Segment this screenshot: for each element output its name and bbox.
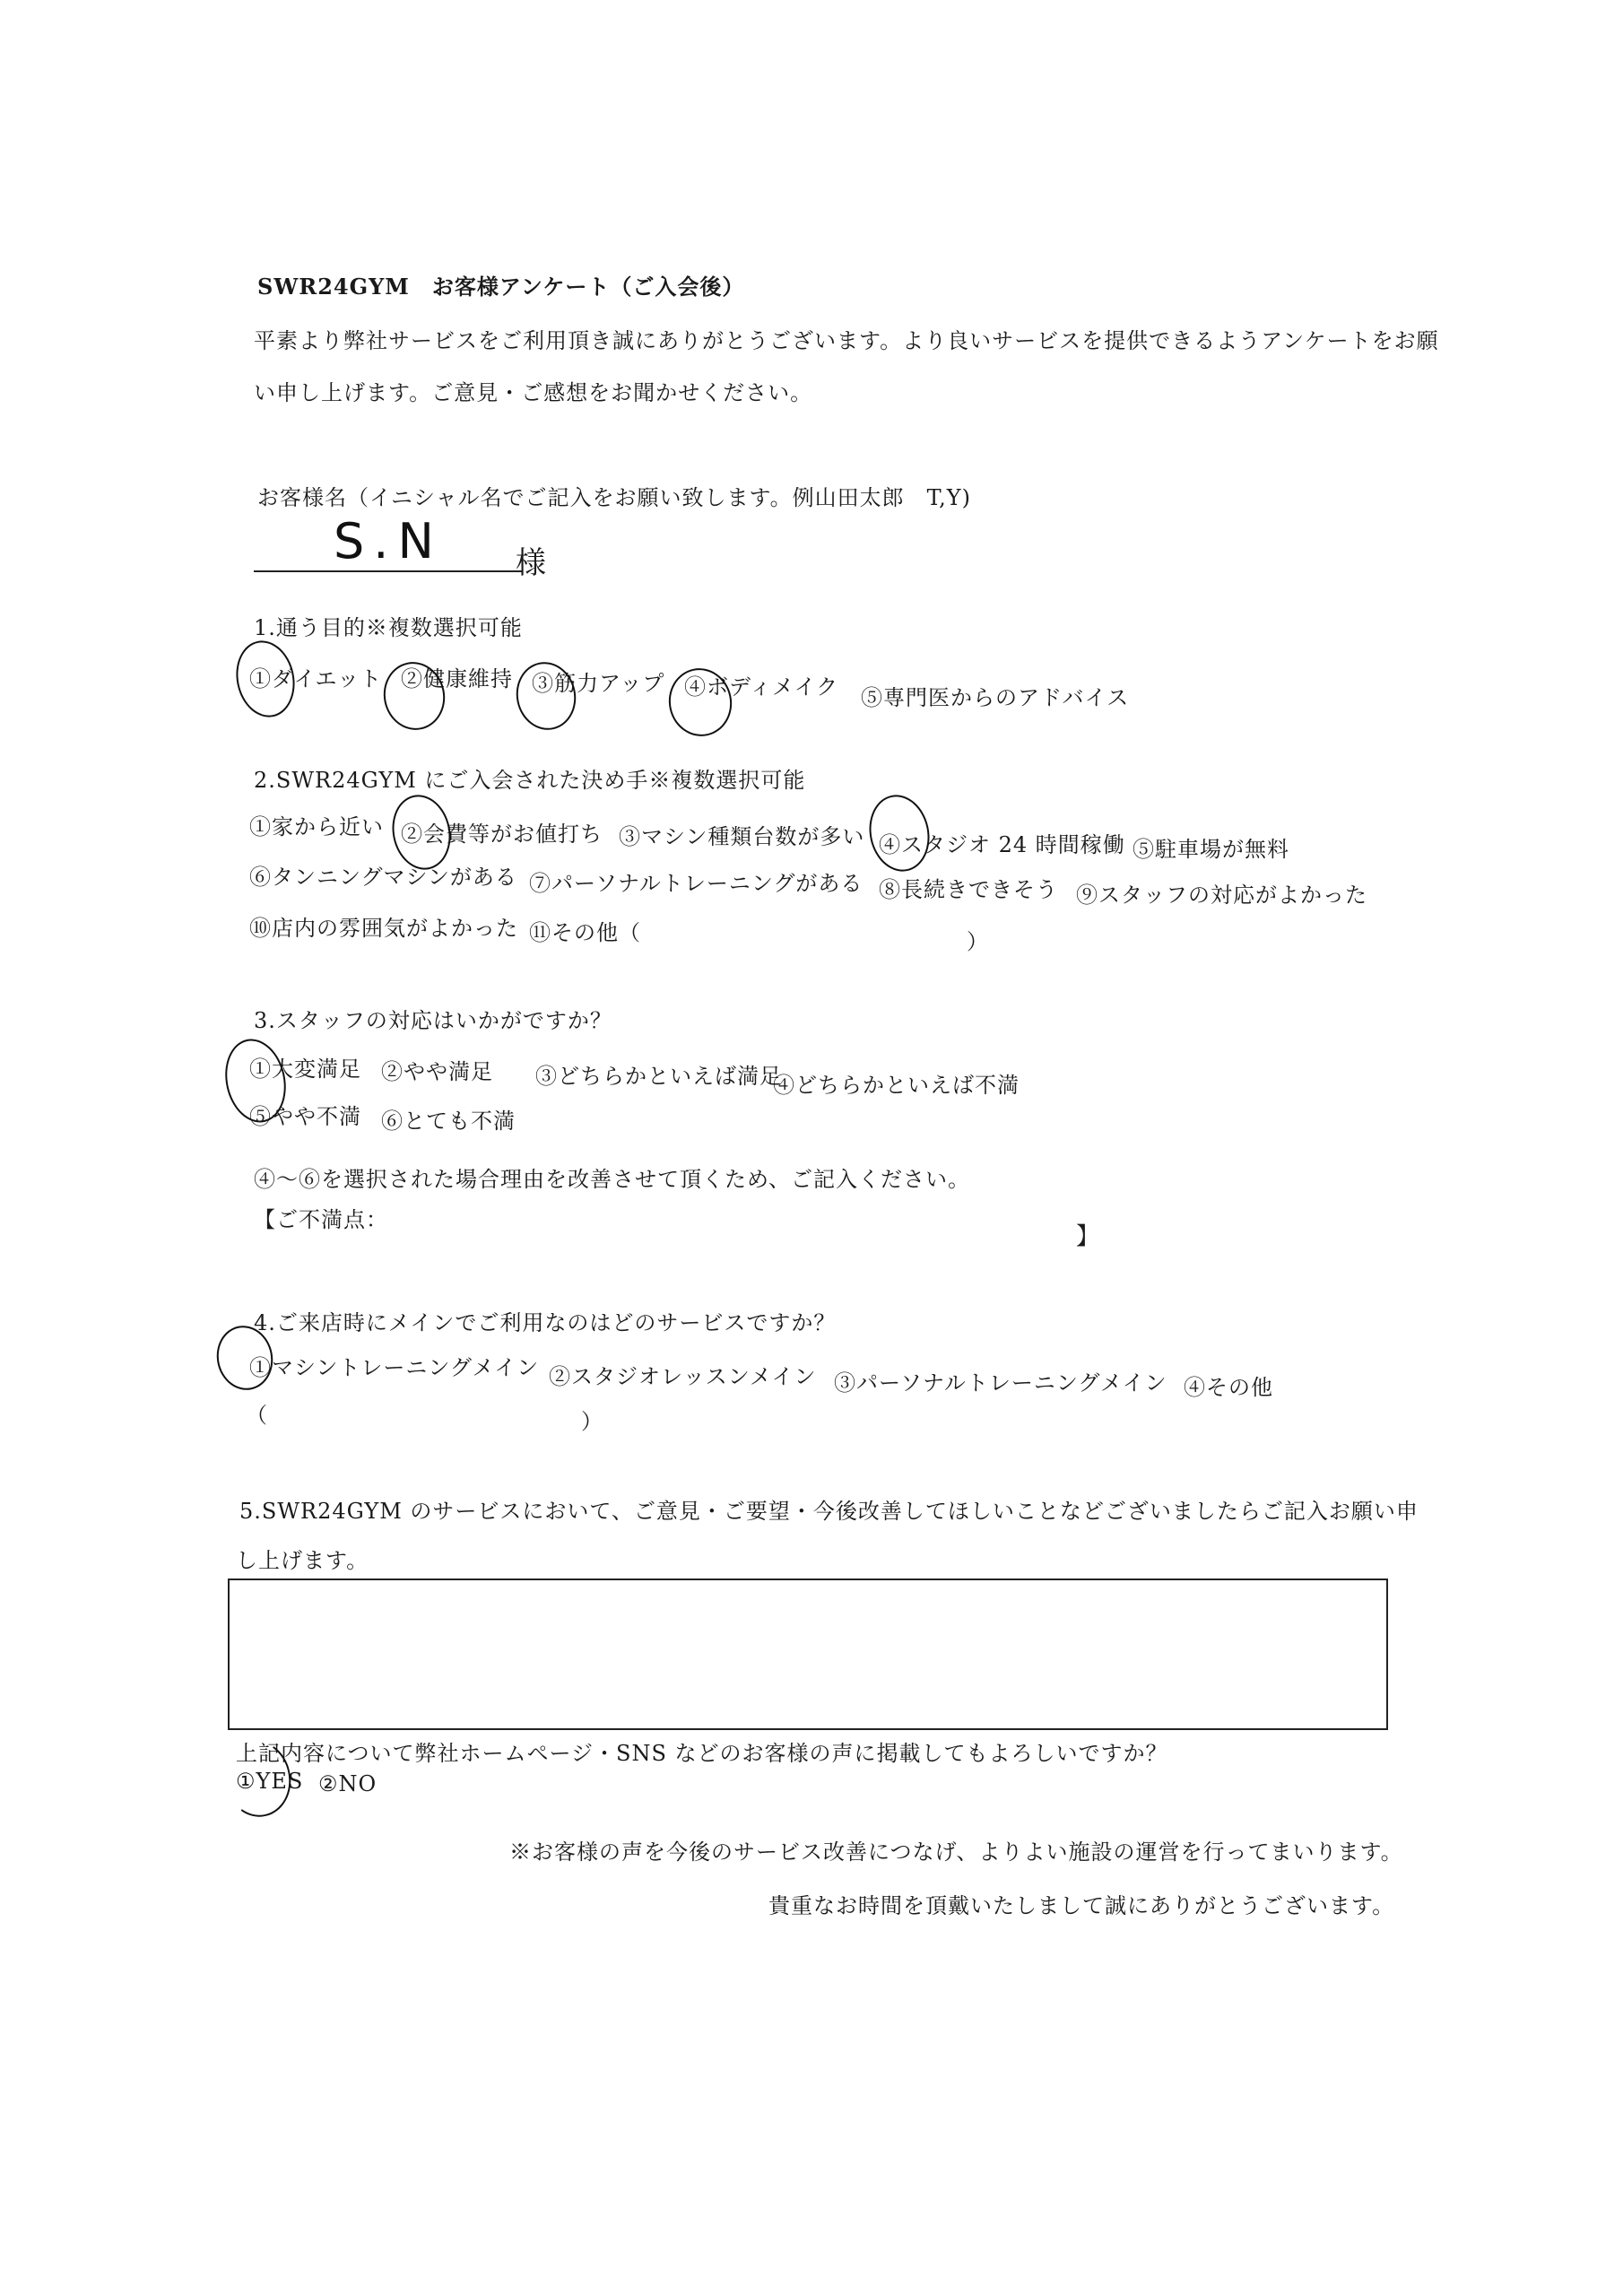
q2-option-8[interactable]: ⑧長続きできそう [879, 877, 1058, 902]
q3-complaint-close: 】 [1076, 1223, 1101, 1250]
q4-other-open: （ [246, 1403, 268, 1428]
q1-mark-1 [230, 635, 301, 722]
q2-question: 2.SWR24GYM にご入会された決め手※複数選択可能 [254, 768, 806, 793]
q4-option-2[interactable]: ②スタジオレッスンメイン [549, 1364, 817, 1389]
q3-complaint-label: 【ご不満点： [254, 1207, 388, 1232]
q4-question: 4.ご来店時にメインでご利用なのはどのサービスですか？ [254, 1310, 837, 1335]
q4-other-close: ） [581, 1409, 603, 1434]
q5-answer-box[interactable] [228, 1578, 1388, 1730]
q2-option-5[interactable]: ⑤駐車場が無料 [1133, 837, 1289, 862]
q4-option-4[interactable]: ④その他 [1184, 1375, 1273, 1400]
q1-option-1[interactable]: ①ダイエット [249, 666, 383, 691]
customer-name-handwritten[interactable]: S.N [334, 513, 443, 570]
q3-option-2[interactable]: ②やや満足 [381, 1059, 493, 1084]
intro-line-2: い申し上げます。ご意見・ご感想をお聞かせください。 [254, 380, 813, 405]
survey-title: SWR24GYM お客様アンケート（ご入会後） [257, 274, 745, 300]
q1-question: 1.通う目的※複数選択可能 [254, 615, 523, 640]
q2-mark-4 [863, 789, 936, 877]
consent-yes[interactable]: ①YES [236, 1769, 304, 1794]
q4-option-3[interactable]: ③パーソナルトレーニングメイン [834, 1370, 1167, 1396]
q3-option-4[interactable]: ④どちらかといえば不満 [773, 1073, 1020, 1098]
footer-line-2: 貴重なお時間を頂戴いたしまして誠にありがとうございます。 [768, 1893, 1395, 1918]
q5-question-line-2: し上げます。 [236, 1548, 369, 1573]
customer-name-label: お客様名（イニシャル名でご記入をお願い致します。例山田太郎 T,Y) [257, 485, 971, 510]
q2-option-11[interactable]: ⑪その他（ [529, 920, 641, 945]
q3-question: 3.スタッフの対応はいかがですか？ [254, 1008, 612, 1033]
q1-option-3[interactable]: ③筋力アップ [532, 671, 665, 696]
q3-note: ④～⑥を選択された場合理由を改善させて頂くため、ご記入ください。 [254, 1167, 971, 1192]
q2-option-9[interactable]: ⑨スタッフの対応がよかった [1076, 883, 1367, 908]
q2-option-3[interactable]: ③マシン種類台数が多い [619, 824, 865, 849]
consent-question: 上記内容について弊社ホームページ・SNS などのお客様の声に掲載してもよろしいですか？ [236, 1741, 1168, 1766]
q2-option-2[interactable]: ②会費等がお値打ち [401, 822, 603, 847]
q2-option-1[interactable]: ①家から近い [249, 814, 384, 839]
q2-option-7[interactable]: ⑦パーソナルトレーニングがある [529, 871, 864, 896]
name-suffix: 様 [516, 545, 547, 581]
q1-option-4[interactable]: ④ボディメイク [684, 674, 839, 700]
q2-option-10[interactable]: ⑩店内の雰囲気がよかった [249, 916, 518, 941]
q3-option-1[interactable]: ①大変満足 [249, 1057, 361, 1082]
q1-option-5[interactable]: ⑤専門医からのアドバイス [861, 685, 1130, 710]
q2-option-6[interactable]: ⑥タンニングマシンがある [249, 865, 517, 890]
q3-option-3[interactable]: ③どちらかといえば満足 [535, 1064, 782, 1089]
consent-no[interactable]: ②NO [318, 1771, 378, 1796]
name-underline [254, 570, 523, 572]
q2-option-4[interactable]: ④スタジオ 24 時間稼働 [879, 832, 1125, 857]
q4-option-1[interactable]: ①マシントレーニングメイン [249, 1355, 540, 1380]
q5-question-line-1: 5.SWR24GYM のサービスにおいて、ご意見・ご要望・今後改善してほしいことなどございましたらご記入お願い申 [239, 1499, 1419, 1524]
q1-option-2[interactable]: ②健康維持 [401, 666, 513, 691]
q3-option-5[interactable]: ⑤やや不満 [249, 1104, 361, 1129]
q2-other-close: ） [967, 929, 989, 954]
intro-line-1: 平素より弊社サービスをご利用頂き誠にありがとうございます。より良いサービスを提供できるようアンケートをお願 [254, 328, 1439, 353]
q3-option-6[interactable]: ⑥とても不満 [381, 1109, 516, 1134]
footer-line-1: ※お客様の声を今後のサービス改善につなげ、よりよい施設の運営を行ってまいります。 [509, 1839, 1403, 1865]
